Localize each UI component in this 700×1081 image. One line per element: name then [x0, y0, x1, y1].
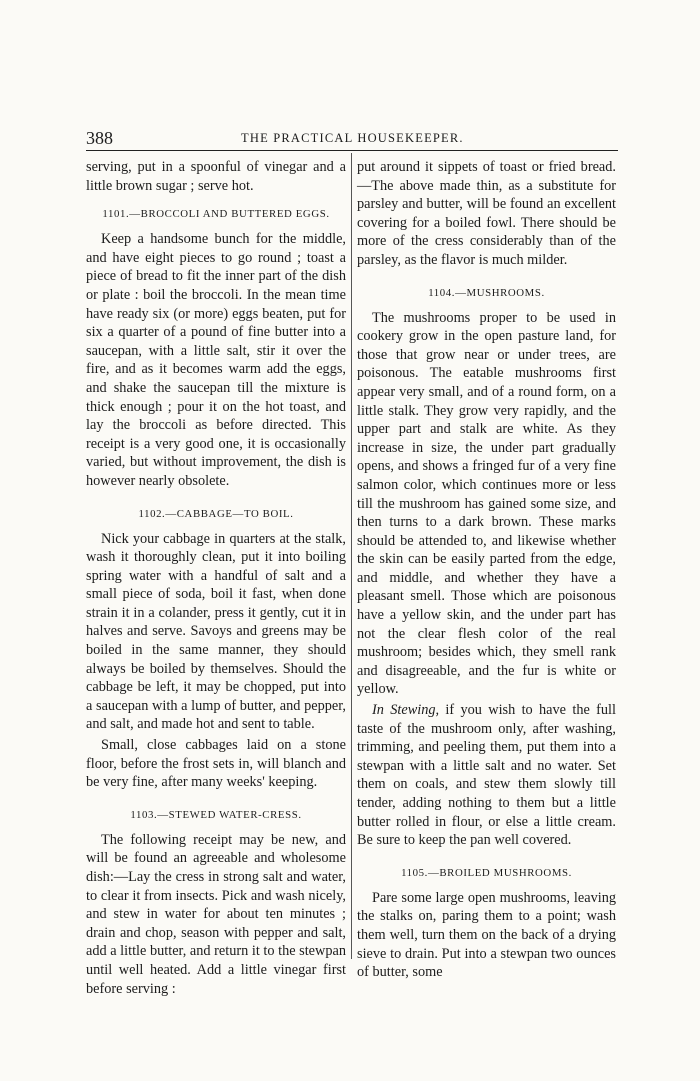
paragraph	[357, 701, 616, 850]
italic-lead: In Stewing,	[372, 702, 440, 719]
right-column	[357, 158, 616, 982]
paragraph: Pare some large open mushrooms, leaving the stalks on, paring them to a point; wash them well, turn them on the back of a drying sieve to drain. Put into a stewpan two ounces of butter, some	[357, 889, 616, 981]
header-rule	[86, 150, 618, 151]
column-divider	[351, 153, 352, 959]
recipe-heading: 1101.—BROCCOLI AND BUTTERED EGGS.	[102, 208, 330, 221]
recipe-heading: 1103.—STEWED WATER-CRESS.	[130, 808, 302, 821]
recipe-heading: 1105.—BROILED MUSHROOMS.	[401, 866, 572, 879]
paragraph: Nick your cabbage in quarters at the stalk, wash it thoroughly clean, put it into boiling spring water with a handful of salt and a small piece of soda, boil it fast, when done strain it in a colander, press it gently, cut it in halves and serve. Savoys and greens may be boiled in the same manner, they should always be boiled by themselves. Should the cabbage be left, it may be chopped, put into a saucepan with a lump of butter, and pepper, and salt, and made hot and sent to table.	[86, 530, 346, 733]
running-title: THE PRACTICAL HOUSEKEEPER.	[241, 131, 464, 145]
recipe-heading: 1102.—CABBAGE—TO BOIL.	[138, 507, 294, 520]
paragraph: The following receipt may be new, and will be found an agreeable and wholesome dish:—Lay the cress in strong salt and water, to clear it from insects. Pick and wash nicely, and stew in water for about ten minutes ; drain and chop, season with pepper and salt, add a little butter, and return it to the stewpan until well heated. Add a little vinegar first before serving :	[86, 831, 346, 997]
paragraph: Keep a handsome bunch for the middle, and have eight pieces to go round ; toast a piece of bread to fit the inner part of the dish or plate : boil the broccoli. In the mean time have ready six (or more) eggs beaten, put for six a quarter of a pound of fine butter into a saucepan, with a little salt, stir it over the fire, and as it becomes warm add the eggs, and shake the saucepan till the mixture is thick enough ; pour it on the hot toast, and lay the broccoli as before directed. This receipt is a very good one, it is occasionally varied, but without improvement, the dish is however nearly obsolete.	[86, 231, 346, 489]
page-header	[86, 128, 616, 150]
recipe-heading: 1104.—MUSHROOMS.	[428, 286, 545, 299]
paragraph: put around it sippets of toast or fried bread.—The above made thin, as a substitute for parsley and butter, will be found an excellent covering for a boiled fowl. There should be more of the cress considerably than of the parsley, as the flavor is much milder.	[357, 159, 616, 268]
paragraph: The mushrooms proper to be used in cookery grow in the open pasture land, for those that grow near or under trees, are poisonous. The eatable mushrooms first appear very small, and of a round form, on a little stalk. They grow very rapidly, and the upper part and stalk are white. As they increase in size, the under part gradually opens, and shows a fringed fur of a very fine salmon color, which continues more or less till the mushroom has gained some size, and then turns to a dark brown. These marks should be attended to, and likewise whether the skin can be easily parted from the edge, and middle, and whether they have a pleasant smell. Those which are poisonous have a yellow skin, and the under part has not the clear flesh color of the real mushroom; besides which, they smell rank and disagreeable, and the fur is white or yellow.	[357, 309, 616, 698]
paragraph: serving, put in a spoonful of vinegar and a little brown sugar ; serve hot.	[86, 159, 346, 194]
paragraph: Small, close cabbages laid on a stone floor, before the frost sets in, will blanch and be very fine, after many weeks' keeping.	[86, 737, 346, 791]
paragraph-text: if you wish to have the full taste of the mushroom only, after washing, trimming, and peeling them, put them into a stewpan with a little salt and no water. Set them on coals, and stew them slowly till tender, adding nothing to them but a little butter rolled in flour, or else a little cream. Be sure to keep the pan well covered.	[357, 702, 616, 849]
left-column	[86, 158, 346, 998]
page-number: 388	[86, 128, 113, 148]
